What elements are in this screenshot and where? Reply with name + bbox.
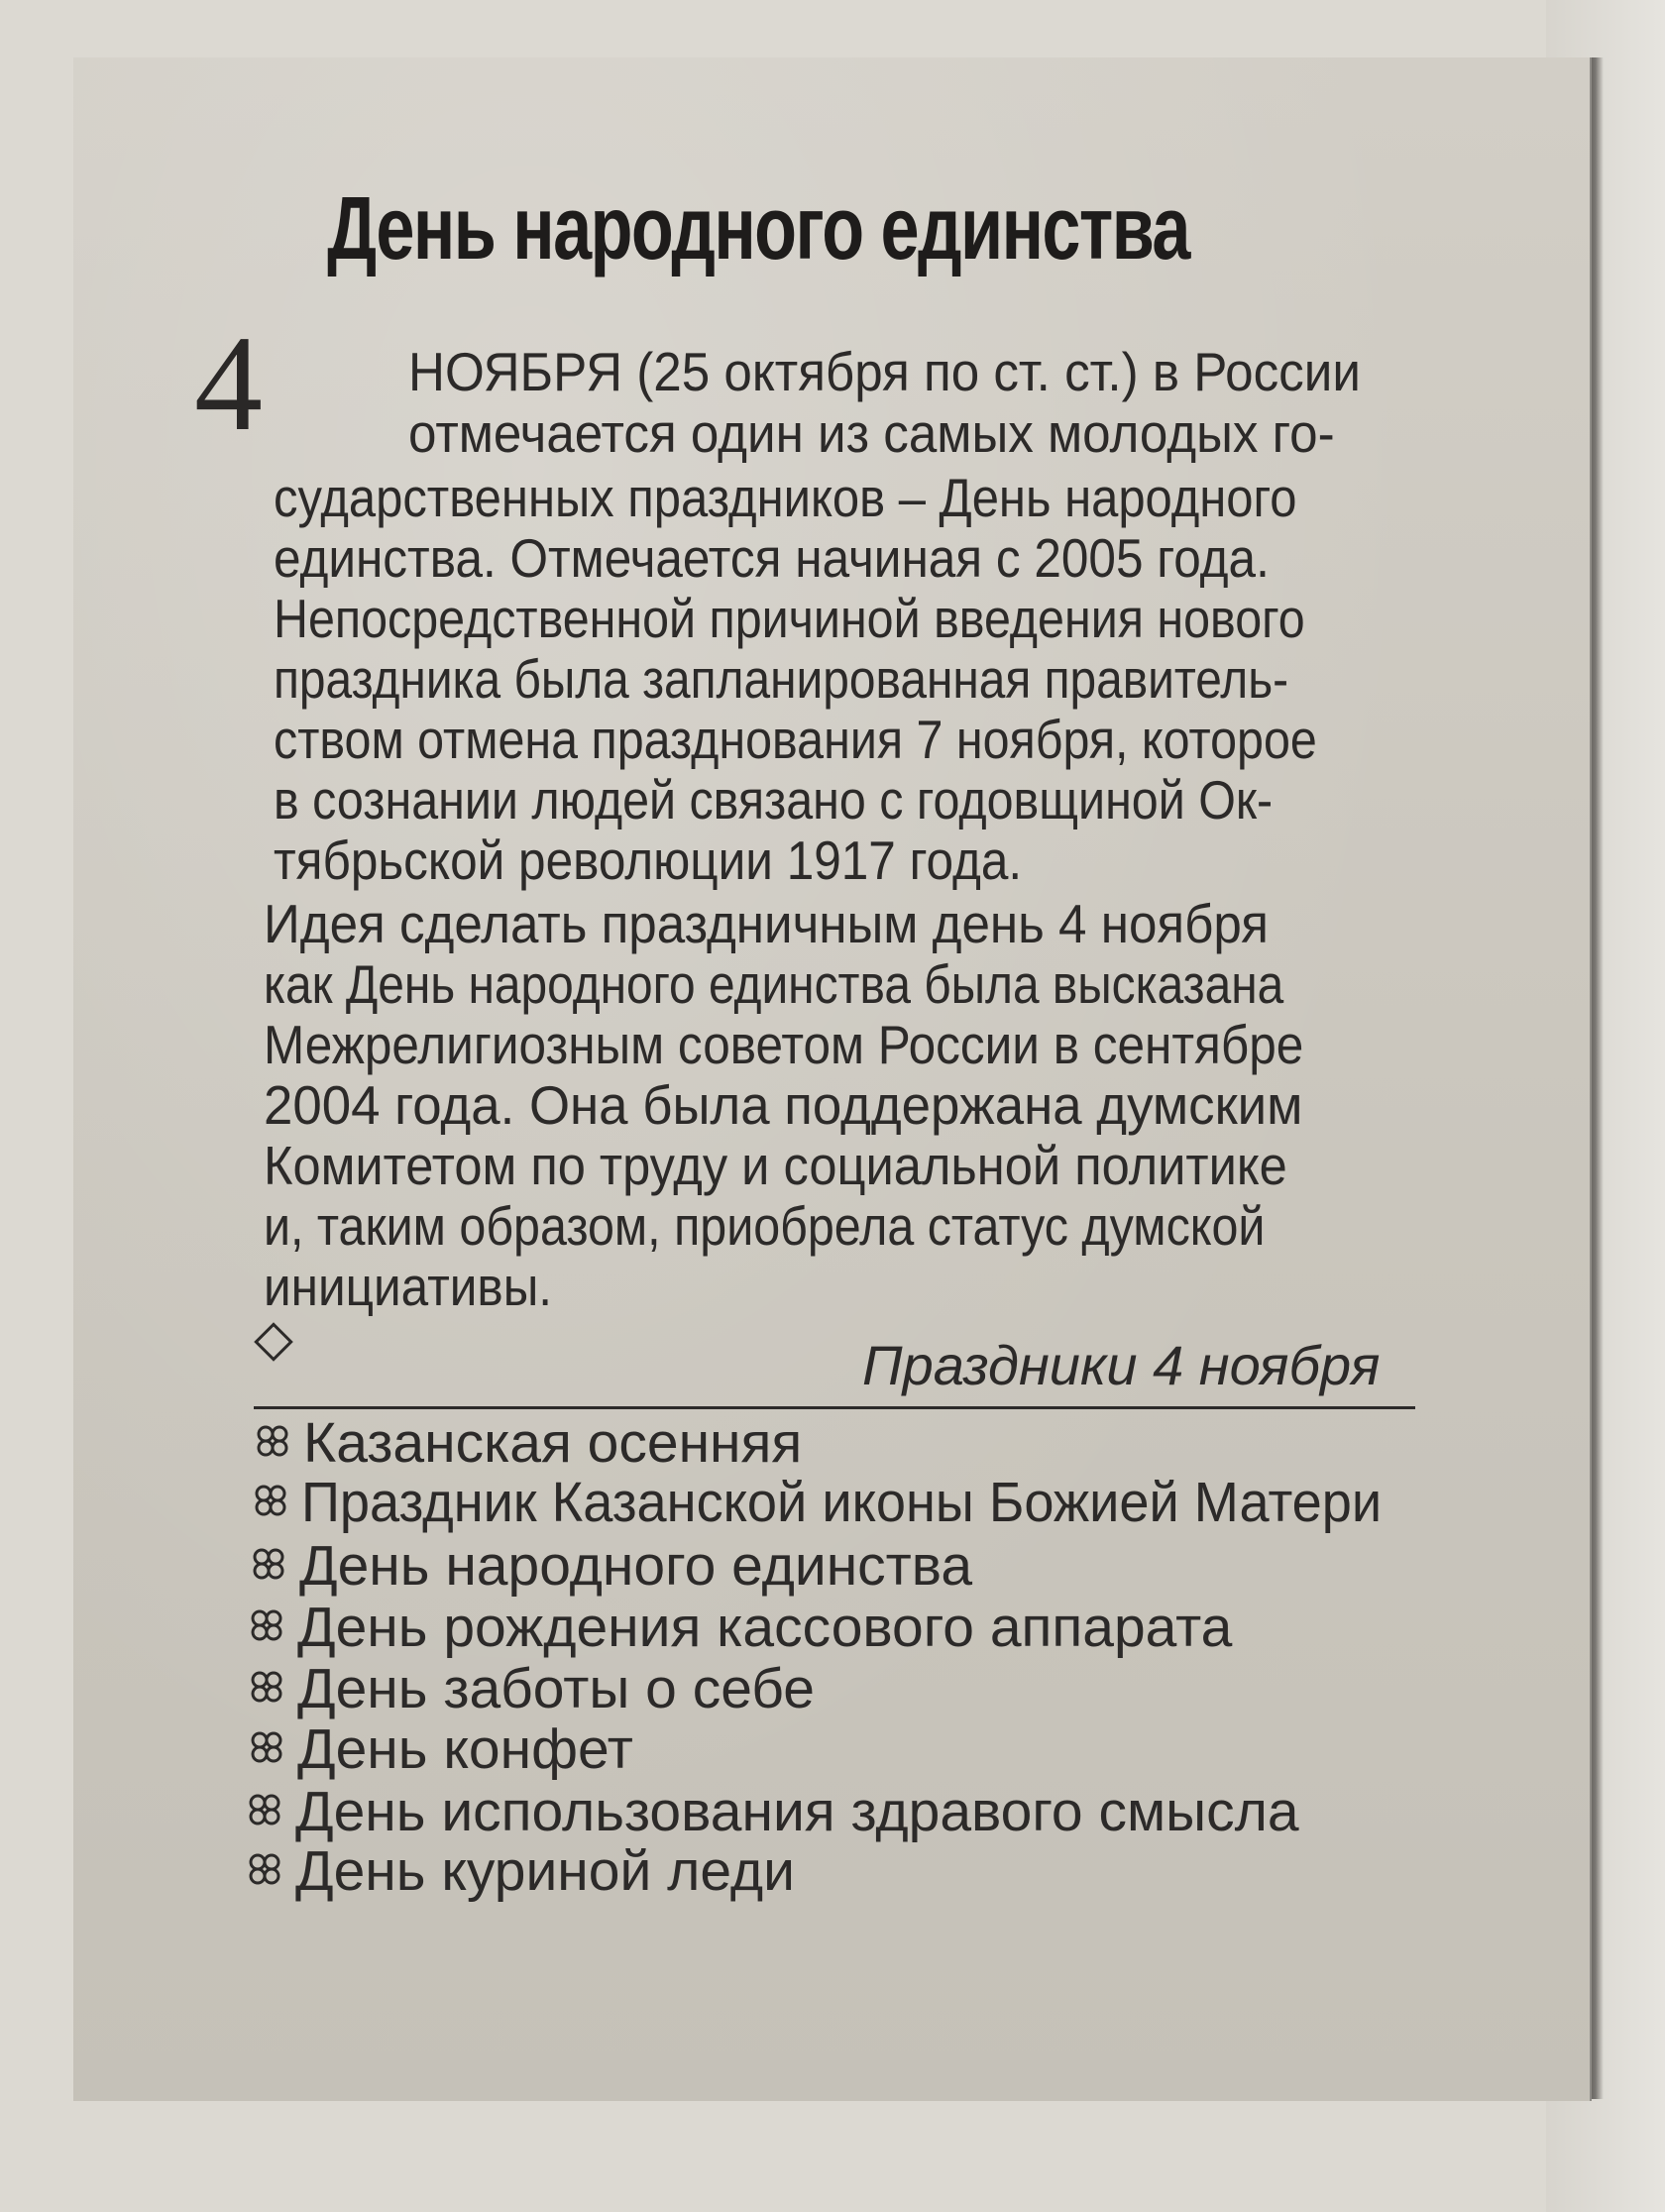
article-line: Комитетом по труду и социальной политике — [264, 1135, 1287, 1196]
holiday-label: День рождения кассового аппарата — [297, 1596, 1233, 1659]
holiday-label: День народного единства — [299, 1534, 973, 1598]
article-line: в сознании людей связано с годовщиной Ок- — [274, 769, 1274, 830]
holiday-label: День конфет — [297, 1717, 633, 1781]
holidays-heading: Праздники 4 ноября — [862, 1334, 1381, 1396]
flower-bullet-icon — [252, 1547, 285, 1581]
flower-bullet-icon — [250, 1608, 283, 1642]
article-line: праздника была запланированная правитель- — [274, 648, 1289, 710]
holiday-item — [250, 1657, 815, 1720]
article-line: единства. Отмечается начиная с 2005 года. — [274, 527, 1270, 589]
holiday-item — [254, 1471, 1439, 1534]
drop-cap: 4 — [194, 307, 263, 459]
article-line: Межрелигиозным советом России в сентябре — [264, 1014, 1304, 1075]
holiday-item — [248, 1839, 795, 1903]
holiday-label: День использования здравого смысла — [295, 1780, 1299, 1843]
article-line: и, таким образом, приобрела статус думской — [264, 1195, 1266, 1257]
flower-bullet-icon — [250, 1670, 283, 1704]
holiday-label: День куриной леди — [295, 1839, 795, 1903]
flower-bullet-icon — [256, 1424, 289, 1458]
article-line: Идея сделать праздничным день 4 ноября — [264, 893, 1269, 954]
article-line: 2004 года. Она была поддержана думским — [264, 1074, 1303, 1136]
flower-bullet-icon — [248, 1852, 281, 1886]
holiday-label: Праздник Казанской иконы Божией Матери — [301, 1471, 1383, 1534]
holiday-item — [250, 1717, 633, 1781]
article-line: как День народного единства была высказана — [264, 953, 1284, 1015]
article-line: отмечается один из самых молодых го- — [408, 402, 1335, 464]
holiday-item — [250, 1596, 1233, 1659]
holiday-item — [248, 1780, 1299, 1843]
section-divider — [254, 1406, 1415, 1409]
holiday-item — [252, 1534, 973, 1598]
article-line: тябрьской революции 1917 года. — [274, 830, 1023, 891]
article-title: День народного единства — [327, 179, 1189, 278]
article-line: ством отмена празднования 7 ноября, которое — [274, 709, 1317, 770]
flower-bullet-icon — [250, 1730, 283, 1764]
flower-bullet-icon — [248, 1793, 281, 1826]
holiday-label: День заботы о себе — [297, 1657, 815, 1720]
article-line: НОЯБРЯ (25 октября по ст. ст.) в России — [408, 341, 1361, 402]
holiday-item — [256, 1411, 803, 1475]
flower-bullet-icon — [254, 1484, 287, 1517]
holiday-label: Казанская осенняя — [303, 1411, 803, 1475]
article-line: Непосредственной причиной введения нового — [274, 588, 1305, 649]
article-line: сударственных праздников – День народного — [274, 467, 1297, 528]
article-line: инициативы. — [264, 1256, 553, 1317]
